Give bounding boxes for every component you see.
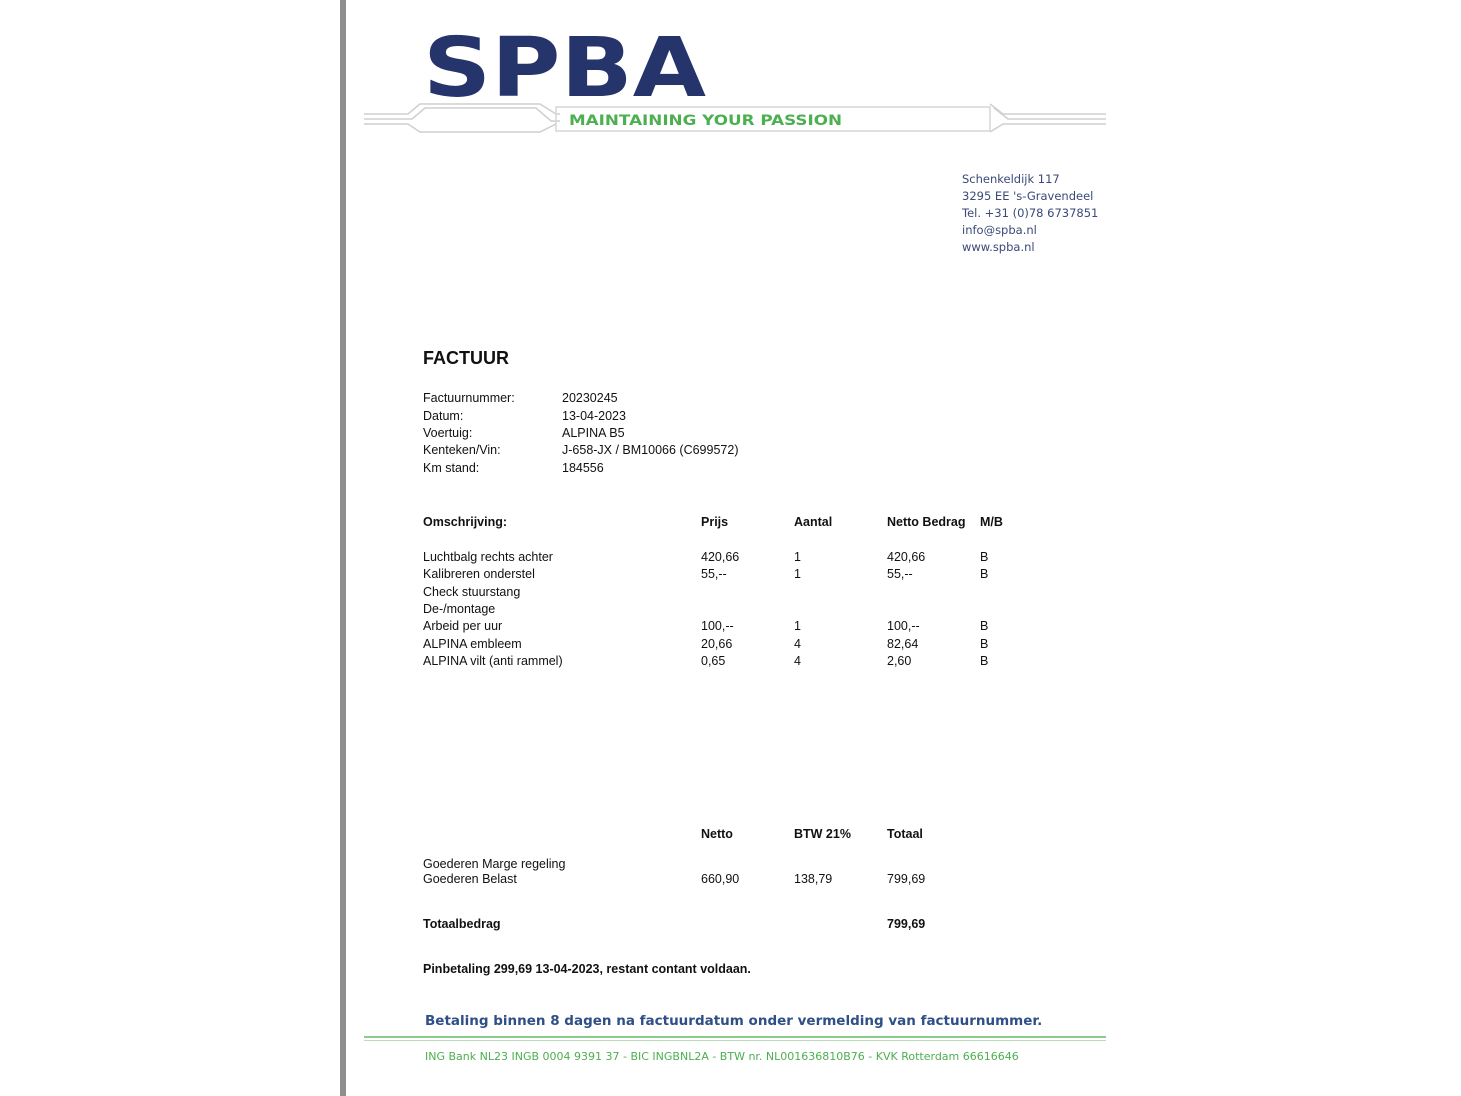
totals-header-total: Totaal	[887, 827, 923, 841]
table-row-net-amount: 420,66	[887, 550, 926, 564]
table-row-mb: B	[980, 567, 989, 581]
invoice-number-label: Factuurnummer:	[423, 391, 515, 405]
grand-total-value: 799,69	[887, 917, 926, 931]
grand-total-label: Totaalbedrag	[423, 917, 501, 931]
items-header-net-amount: Netto Bedrag	[887, 515, 966, 529]
table-row-quantity: 1	[794, 550, 801, 564]
totals-row-taxed-vat: 138,79	[794, 872, 833, 886]
vehicle-value: ALPINA B5	[562, 426, 625, 440]
invoice-date-value: 13-04-2023	[562, 409, 626, 423]
table-row-net-amount: 2,60	[887, 654, 912, 668]
totals-header-vat: BTW 21%	[794, 827, 851, 841]
invoice-date-label: Datum:	[423, 409, 464, 423]
company-address	[962, 171, 1098, 256]
table-row-description: ALPINA embleem	[423, 637, 522, 651]
footer-divider	[364, 1036, 1106, 1038]
table-row-description: ALPINA vilt (anti rammel)	[423, 654, 563, 668]
table-row-net-amount: 82,64	[887, 637, 919, 651]
totals-row-taxed-label: Goederen Belast	[423, 872, 517, 886]
invoice-title: FACTUUR	[423, 348, 509, 368]
logo-wordmark: SPBA	[423, 21, 707, 116]
table-row-net-amount: 100,--	[887, 619, 920, 633]
table-row-price: 0,65	[701, 654, 726, 668]
table-row-description: Kalibreren onderstel	[423, 567, 535, 581]
table-row-description: Luchtbalg rechts achter	[423, 550, 553, 564]
spba-logo	[0, 0, 1461, 140]
footer-divider-thin	[364, 1040, 1106, 1041]
address-street: Schenkeldijk 117	[962, 172, 1060, 186]
logo-tagline: MAINTAINING YOUR PASSION	[569, 113, 842, 129]
plate-vin-value: J-658-JX / BM10066 (C699572)	[562, 443, 739, 457]
vehicle-label: Voertuig:	[423, 426, 473, 440]
address-website: www.spba.nl	[962, 240, 1035, 254]
address-email: info@spba.nl	[962, 223, 1037, 237]
payment-terms: Betaling binnen 8 dagen na factuurdatum onder vermelding van factuurnummer.	[425, 1013, 1043, 1029]
table-row-description: Check stuurstang	[423, 585, 521, 599]
address-city: 3295 EE 's-Gravendeel	[962, 189, 1094, 203]
table-row-price: 100,--	[701, 619, 734, 633]
totals-header-net: Netto	[701, 827, 733, 841]
bank-details: ING Bank NL23 INGB 0004 9391 37 - BIC INGBNL2A - BTW nr. NL001636810B76 - KVK Rotterdam 66616646	[425, 1050, 1019, 1063]
mileage-label: Km stand:	[423, 461, 480, 475]
table-row-quantity: 1	[794, 619, 801, 633]
table-row-mb: B	[980, 654, 989, 668]
totals-row-margin-label: Goederen Marge regeling	[423, 857, 566, 871]
mileage-value: 184556	[562, 461, 604, 475]
table-row-mb: B	[980, 619, 989, 633]
items-header-quantity: Aantal	[794, 515, 833, 529]
totals-row-taxed-total: 799,69	[887, 872, 926, 886]
viewer-edge	[340, 0, 346, 1096]
payment-remark: Pinbetaling 299,69 13-04-2023, restant contant voldaan.	[423, 962, 751, 976]
table-row-quantity: 4	[794, 654, 801, 668]
items-header-description: Omschrijving:	[423, 515, 508, 529]
table-row-description: Arbeid per uur	[423, 619, 503, 633]
table-row-price: 420,66	[701, 550, 740, 564]
table-row-quantity: 1	[794, 567, 801, 581]
items-header-mb: M/B	[980, 515, 1003, 529]
table-row-price: 55,--	[701, 567, 727, 581]
items-header-price: Prijs	[701, 515, 729, 529]
table-row-price: 20,66	[701, 637, 733, 651]
totals-row-taxed-net: 660,90	[701, 872, 740, 886]
table-row-mb: B	[980, 550, 989, 564]
table-row-mb: B	[980, 637, 989, 651]
table-row-description: De-/montage	[423, 602, 496, 616]
plate-vin-label: Kenteken/Vin:	[423, 443, 501, 457]
invoice-number-value: 20230245	[562, 391, 618, 405]
address-phone: Tel. +31 (0)78 6737851	[962, 206, 1099, 220]
table-row-quantity: 4	[794, 637, 801, 651]
table-row-net-amount: 55,--	[887, 567, 913, 581]
